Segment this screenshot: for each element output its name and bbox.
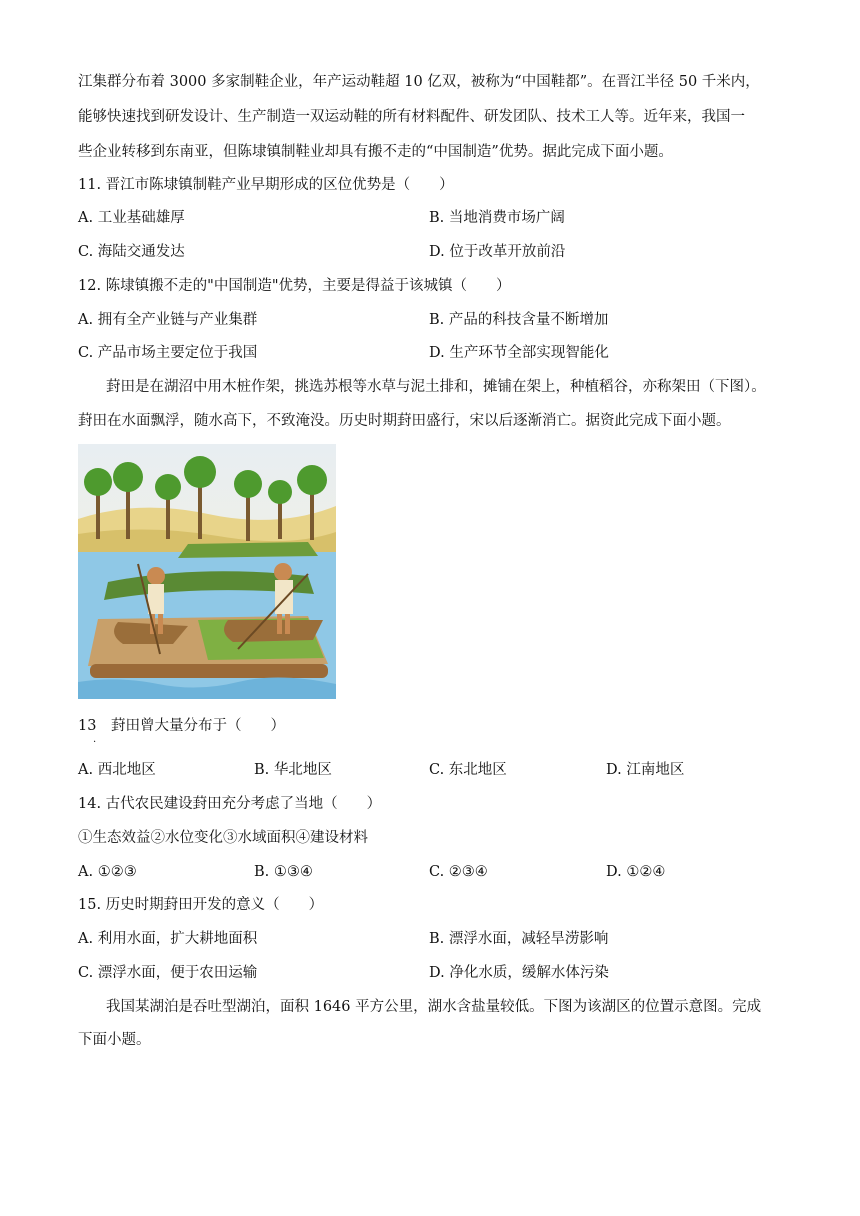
q14-option-c[interactable]: C. ②③④ bbox=[429, 864, 488, 880]
q11-option-c[interactable]: C. 海陆交通发达 bbox=[78, 244, 185, 260]
q15-option-a[interactable]: A. 利用水面，扩大耕地面积 bbox=[78, 931, 258, 947]
intro2-text-line-1: 葑田是在湖沼中用木桩作架，挑选苏根等水草与泥土排和，摊铺在架上，种植稻谷，亦称架田（下图）。 bbox=[106, 379, 766, 395]
question-15-stem: 15. 历史时期葑田开发的意义（ ） bbox=[78, 897, 324, 913]
q13-option-b[interactable]: B. 华北地区 bbox=[254, 762, 332, 778]
question-12-stem: 12. 陈埭镇搬不走的"中国制造"优势，主要是得益于该城镇（ ） bbox=[78, 278, 511, 294]
raft-logs bbox=[90, 664, 328, 678]
question-13-stem: 13 葑田曾大量分布于（ ） bbox=[78, 718, 285, 734]
q11-option-a[interactable]: A. 工业基础雄厚 bbox=[78, 210, 185, 226]
question-14-items: ①生态效益②水位变化③水域面积④建设材料 bbox=[78, 830, 368, 846]
intro-text-line-1: 江集群分布着 3000 多家制鞋企业，年产运动鞋超 10 亿双，被称为“中国鞋都”。在晋江半径 50 千米内， bbox=[78, 74, 760, 90]
q12-option-c[interactable]: C. 产品市场主要定位于我国 bbox=[78, 345, 258, 361]
stray-dot: . bbox=[93, 734, 97, 745]
q12-option-d[interactable]: D. 生产环节全部实现智能化 bbox=[429, 345, 609, 361]
q11-option-d[interactable]: D. 位于改革开放前沿 bbox=[429, 244, 566, 260]
intro-text-line-3: 些企业转移到东南亚，但陈埭镇制鞋业却具有搬不走的“中国制造”优势。据此完成下面小题。 bbox=[78, 144, 673, 160]
q11-option-b[interactable]: B. 当地消费市场广阔 bbox=[429, 210, 565, 226]
intro3-text-line-2: 下面小题。 bbox=[78, 1032, 151, 1048]
q14-option-d[interactable]: D. ①②④ bbox=[606, 864, 666, 880]
q12-option-a[interactable]: A. 拥有全产业链与产业集群 bbox=[78, 312, 258, 328]
q12-option-b[interactable]: B. 产品的科技含量不断增加 bbox=[429, 312, 609, 328]
intro3-text-line-1: 我国某湖泊是吞吐型湖泊，面积 1646 平方公里，湖水含盐量较低。下图为该湖区的位置示意图。完成 bbox=[106, 999, 762, 1015]
q15-option-c[interactable]: C. 漂浮水面，便于农田运输 bbox=[78, 965, 258, 981]
q13-option-c[interactable]: C. 东北地区 bbox=[429, 762, 507, 778]
distant-raft bbox=[178, 542, 318, 558]
intro-text-line-2: 能够快速找到研发设计、生产制造一双运动鞋的所有材料配件、研发团队、技术工人等。近年来，我国一 bbox=[78, 109, 745, 125]
boat-right bbox=[224, 620, 323, 642]
intro2-text-line-2: 葑田在水面飘浮，随水高下，不致淹没。历史时期葑田盛行，宋以后逐渐消亡。据资此完成下面小题。 bbox=[78, 413, 731, 429]
question-11-stem: 11. 晋江市陈埭镇制鞋产业早期形成的区位优势是（ ） bbox=[78, 177, 454, 193]
q13-option-a[interactable]: A. 西北地区 bbox=[78, 762, 156, 778]
floating-field-illustration bbox=[78, 444, 336, 699]
q15-option-b[interactable]: B. 漂浮水面，减轻旱涝影响 bbox=[429, 931, 609, 947]
q13-option-d[interactable]: D. 江南地区 bbox=[606, 762, 685, 778]
q15-option-d[interactable]: D. 净化水质，缓解水体污染 bbox=[429, 965, 609, 981]
q14-option-b[interactable]: B. ①③④ bbox=[254, 864, 313, 880]
question-14-stem: 14. 古代农民建设葑田充分考虑了当地（ ） bbox=[78, 796, 382, 812]
q14-option-a[interactable]: A. ①②③ bbox=[78, 864, 137, 880]
